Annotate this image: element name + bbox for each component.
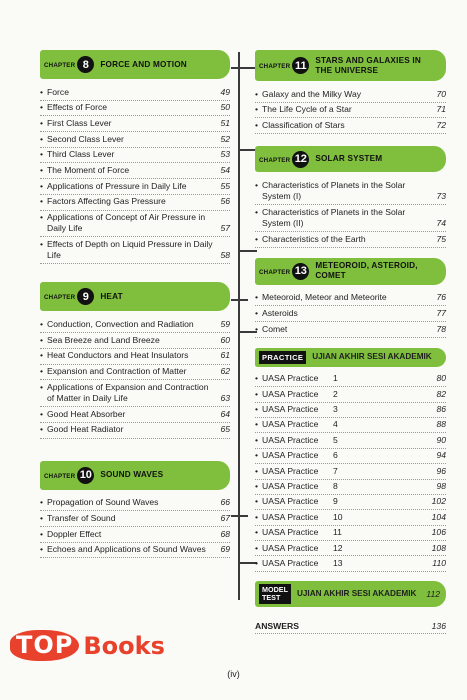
topic-title: • Characteristics of Planets in the Solar System (I) — [255, 180, 430, 203]
topic-title: • Third Class Lever — [40, 149, 214, 160]
topic-title: • Applications of Pressure in Daily Life — [40, 181, 214, 192]
chapter-word: CHAPTER — [259, 156, 291, 164]
practice-row — [255, 433, 446, 448]
practice-number: 11 — [333, 527, 342, 538]
practice-row — [255, 480, 446, 495]
topic-title: • Good Heat Radiator — [40, 424, 214, 435]
answers-page: 136 — [431, 620, 446, 631]
topic-title: • Applications of Expansion and Contraction of Matter in Daily Life — [40, 382, 214, 405]
practice-list — [255, 372, 446, 572]
topbooks-logo — [10, 630, 165, 661]
topic-row — [40, 511, 230, 527]
topic-page: 53 — [220, 149, 230, 160]
topic-row — [40, 195, 230, 211]
practice-label: • UASA Practice — [255, 435, 333, 446]
practice-page: 106 — [431, 527, 446, 538]
chapter-title: SOLAR SYSTEM — [315, 154, 383, 164]
practice-number: 6 — [333, 450, 338, 461]
topic-title: • Characteristics of Planets in the Solar System (II) — [255, 207, 430, 230]
practice-number: 7 — [333, 465, 338, 476]
practice-header — [255, 348, 446, 367]
practice-label: • UASA Practice — [255, 481, 333, 492]
topic-row — [40, 543, 230, 559]
practice-page: 110 — [432, 557, 446, 568]
chapter-number: 11 — [292, 57, 309, 74]
topic-title: • The Moment of Force — [40, 165, 214, 176]
chapter-13-section — [255, 258, 446, 338]
topic-row — [40, 116, 230, 132]
topic-row — [40, 496, 230, 512]
topic-page: 60 — [220, 334, 230, 345]
practice-label: • UASA Practice — [255, 496, 333, 507]
divider-tick — [231, 515, 248, 517]
practice-row — [255, 541, 446, 556]
chapter-number: 8 — [77, 56, 94, 73]
topic-row — [40, 527, 230, 543]
topic-page: 71 — [436, 104, 446, 115]
topic-row — [255, 205, 446, 232]
chapter-11-header — [255, 50, 446, 81]
topic-row — [40, 132, 230, 148]
topic-page: 59 — [220, 319, 230, 330]
practice-page: 82 — [436, 388, 446, 399]
topic-title: • Echoes and Applications of Sound Waves — [40, 544, 214, 555]
topic-title: • Classification of Stars — [255, 120, 430, 131]
topic-row — [40, 101, 230, 117]
practice-label: • UASA Practice — [255, 512, 333, 523]
topic-page: 68 — [220, 528, 230, 539]
practice-row — [255, 449, 446, 464]
topic-page: 61 — [220, 350, 230, 361]
chapter-word: CHAPTER — [44, 472, 76, 480]
practice-row — [255, 495, 446, 510]
practice-label: • UASA Practice — [255, 558, 333, 569]
practice-number: 10 — [333, 511, 343, 522]
practice-page: 88 — [436, 419, 446, 430]
practice-number: 4 — [333, 419, 338, 430]
chapter-word: CHAPTER — [44, 62, 76, 69]
topic-page: 72 — [436, 119, 446, 130]
topic-title: • Effects of Force — [40, 102, 214, 113]
topic-title: • Applications of Concept of Air Pressure in Daily Life — [40, 212, 214, 235]
topic-page: 49 — [220, 86, 230, 97]
divider-tick — [231, 299, 248, 301]
topic-title: • Galaxy and the Milky Way — [255, 89, 430, 100]
chapter-12-header — [255, 146, 446, 172]
topic-row — [40, 380, 230, 407]
chapter-number: 9 — [77, 288, 94, 305]
topic-title: • Effects of Depth on Liquid Pressure in Daily Life — [40, 239, 214, 262]
topic-page: 70 — [436, 88, 446, 99]
chapter-title: FORCE AND MOTION — [100, 59, 187, 69]
topic-page: 77 — [436, 308, 446, 318]
topic-row — [255, 322, 446, 338]
topic-row — [255, 87, 446, 103]
chapter-10-section — [40, 461, 230, 559]
topic-row — [40, 163, 230, 179]
chapter-10-topics — [40, 496, 230, 559]
topic-row — [40, 85, 230, 101]
topic-page: 62 — [220, 366, 230, 377]
topic-row — [255, 232, 446, 248]
chapter-word: CHAPTER — [259, 268, 291, 276]
practice-label: • UASA Practice — [255, 373, 333, 384]
chapter-12-section — [255, 146, 446, 248]
topic-title: • Transfer of Sound — [40, 513, 214, 524]
chapter-13-header — [255, 258, 446, 285]
answers-label: ANSWERS — [255, 620, 299, 631]
topic-title: • Conduction, Convection and Radiation — [40, 319, 214, 330]
practice-page: 102 — [431, 496, 446, 507]
practice-page: 90 — [436, 434, 446, 445]
practice-row — [255, 526, 446, 541]
practice-number: 3 — [333, 404, 338, 415]
chapter-8-section — [40, 50, 230, 264]
page-number: (iv) — [227, 669, 240, 679]
chapter-10-header — [40, 461, 230, 490]
topic-title: • Factors Affecting Gas Pressure — [40, 196, 214, 207]
model-test-section — [255, 581, 446, 607]
topic-row — [255, 118, 446, 134]
practice-title: UJIAN AKHIR SESI AKADEMIK — [312, 352, 432, 362]
practice-row — [255, 418, 446, 433]
topic-page: 57 — [220, 223, 230, 234]
column-divider — [238, 52, 240, 600]
topic-row — [40, 365, 230, 381]
chapter-title: STARS AND GALAXIES IN THE UNIVERSE — [315, 55, 421, 75]
topic-page: 73 — [436, 190, 446, 201]
practice-label: • UASA Practice — [255, 527, 333, 538]
practice-page: 94 — [436, 450, 446, 461]
topic-page: 78 — [436, 323, 446, 334]
practice-tag: PRACTICE — [259, 351, 306, 364]
practice-page: 104 — [431, 511, 446, 522]
topic-page: 69 — [220, 544, 230, 555]
topic-title: • Comet — [255, 324, 430, 335]
topic-row — [255, 103, 446, 119]
model-tag-line1: MODEL — [262, 584, 288, 594]
chapter-title: SOUND WAVES — [100, 470, 164, 480]
topic-title: • The Life Cycle of a Star — [255, 104, 430, 115]
chapter-word: CHAPTER — [259, 63, 291, 70]
answers-row — [255, 621, 446, 634]
practice-label: • UASA Practice — [255, 404, 333, 415]
practice-row — [255, 403, 446, 418]
topic-page: 51 — [220, 117, 230, 128]
practice-label: • UASA Practice — [255, 389, 333, 400]
chapter-word: CHAPTER — [44, 294, 76, 302]
topic-page: 58 — [220, 250, 230, 261]
practice-row — [255, 556, 446, 571]
chapter-number: 10 — [77, 467, 94, 484]
topic-title: • Force — [40, 87, 214, 98]
topic-row — [40, 333, 230, 349]
topic-title: • Propagation of Sound Waves — [40, 497, 214, 508]
model-test-tag — [259, 584, 291, 604]
topic-page: 63 — [220, 393, 230, 404]
topic-row — [40, 407, 230, 423]
topic-row — [40, 349, 230, 365]
practice-number: 5 — [333, 434, 338, 445]
model-test-header — [255, 581, 446, 607]
model-tag-line2: TEST — [262, 592, 281, 602]
practice-page: 108 — [431, 542, 446, 553]
topic-row — [255, 291, 446, 307]
topic-row — [40, 211, 230, 238]
chapter-title: HEAT — [100, 291, 123, 301]
chapter-12-topics — [255, 178, 446, 248]
practice-number: 1 — [333, 373, 338, 384]
topic-page: 54 — [220, 165, 230, 176]
topic-row — [40, 179, 230, 195]
practice-label: • UASA Practice — [255, 450, 333, 461]
topic-title: • Asteroids — [255, 308, 430, 319]
topic-page: 65 — [220, 424, 230, 435]
practice-section — [255, 348, 446, 572]
topic-page: 52 — [220, 133, 230, 144]
topic-row — [40, 148, 230, 164]
chapter-number: 13 — [292, 263, 309, 280]
practice-label: • UASA Practice — [255, 466, 333, 477]
practice-row — [255, 372, 446, 387]
topic-page: 74 — [436, 217, 446, 228]
left-column — [40, 50, 230, 558]
topic-page: 76 — [436, 292, 446, 303]
chapter-9-section — [40, 282, 230, 438]
topic-row — [40, 237, 230, 264]
chapter-9-topics — [40, 317, 230, 438]
practice-number: 8 — [333, 481, 338, 492]
topic-title: • Doppler Effect — [40, 529, 214, 540]
chapter-8-header — [40, 50, 230, 79]
right-column — [255, 50, 446, 634]
practice-page: 98 — [436, 481, 446, 492]
practice-number: 12 — [333, 542, 343, 553]
topic-title: • Second Class Lever — [40, 134, 214, 145]
topic-title: • Good Heat Absorber — [40, 409, 214, 420]
practice-row — [255, 387, 446, 402]
chapter-8-topics — [40, 85, 230, 264]
practice-page: 96 — [436, 465, 446, 476]
practice-number: 9 — [333, 496, 338, 507]
chapter-13-topics — [255, 291, 446, 338]
topic-row — [40, 317, 230, 333]
topic-page: 67 — [220, 512, 230, 523]
practice-page: 86 — [436, 404, 446, 415]
topic-page: 50 — [220, 102, 230, 113]
practice-row — [255, 510, 446, 525]
logo-books: Books — [83, 631, 165, 660]
topic-page: 75 — [436, 233, 446, 244]
topic-title: • Characteristics of the Earth — [255, 234, 430, 245]
practice-page: 80 — [436, 373, 446, 384]
practice-row — [255, 464, 446, 479]
topic-title: • Heat Conductors and Heat Insulators — [40, 350, 214, 361]
chapter-11-topics — [255, 87, 446, 134]
model-test-page: 112 — [426, 588, 440, 599]
model-test-title: UJIAN AKHIR SESI AKADEMIK — [296, 588, 417, 598]
topic-row — [40, 423, 230, 439]
topic-page: 55 — [220, 180, 230, 191]
practice-label: • UASA Practice — [255, 543, 333, 554]
logo-top: TOP — [10, 630, 79, 661]
topic-page: 66 — [220, 497, 230, 508]
practice-number: 2 — [333, 388, 338, 399]
practice-number: 13 — [333, 557, 343, 568]
topic-row — [255, 306, 446, 322]
practice-label: • UASA Practice — [255, 419, 333, 430]
topic-title: • Meteoroid, Meteor and Meteorite — [255, 292, 430, 303]
topic-title: • Expansion and Contraction of Matter — [40, 366, 214, 377]
chapter-11-section — [255, 50, 446, 134]
topic-page: 64 — [220, 408, 230, 419]
topic-page: 56 — [220, 196, 230, 207]
topic-title: • Sea Breeze and Land Breeze — [40, 335, 214, 346]
chapter-number: 12 — [292, 151, 309, 168]
chapter-9-header — [40, 282, 230, 311]
topic-title: • First Class Lever — [40, 118, 214, 129]
topic-row — [255, 178, 446, 205]
chapter-title: METEOROID, ASTEROID, COMET — [315, 261, 418, 281]
